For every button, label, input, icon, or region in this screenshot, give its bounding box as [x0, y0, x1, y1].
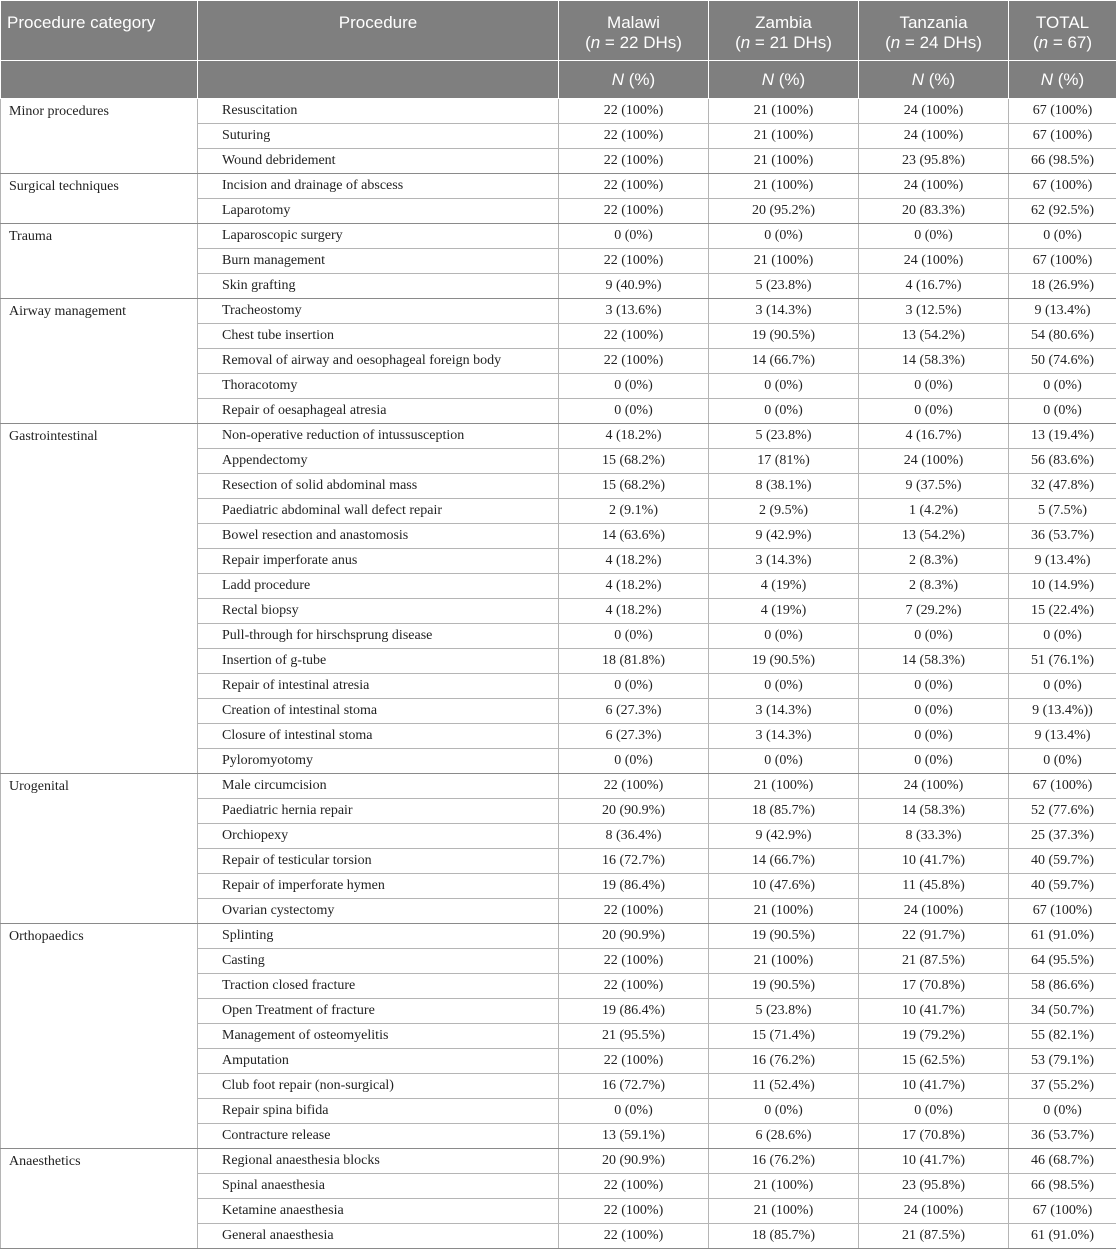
total-cell: 51 (76.1%): [1009, 649, 1116, 674]
header-row: [1, 1, 1116, 61]
tanzania-cell: 24 (100%): [859, 449, 1009, 474]
zambia-cell: 0 (0%): [709, 674, 859, 699]
zambia-cell: 20 (95.2%): [709, 199, 859, 224]
malawi-cell: 4 (18.2%): [559, 424, 709, 449]
category-cell: Orthopaedics: [1, 924, 198, 1149]
total-cell: 0 (0%): [1009, 1099, 1116, 1124]
zambia-cell: 3 (14.3%): [709, 699, 859, 724]
total-cell: 32 (47.8%): [1009, 474, 1116, 499]
malawi-cell: 20 (90.9%): [559, 1149, 709, 1174]
tanzania-cell: 20 (83.3%): [859, 199, 1009, 224]
zambia-cell: 3 (14.3%): [709, 724, 859, 749]
procedure-cell: Ovarian cystectomy: [198, 899, 559, 924]
total-cell: 62 (92.5%): [1009, 199, 1116, 224]
malawi-cell: 22 (100%): [559, 899, 709, 924]
total-cell: 0 (0%): [1009, 224, 1116, 249]
procedure-cell: Contracture release: [198, 1124, 559, 1149]
malawi-cell: 0 (0%): [559, 674, 709, 699]
zambia-cell: 21 (100%): [709, 1199, 859, 1224]
total-cell: 56 (83.6%): [1009, 449, 1116, 474]
zambia-cell: 0 (0%): [709, 399, 859, 424]
header-total: [1009, 1, 1116, 61]
tanzania-cell: 14 (58.3%): [859, 349, 1009, 374]
total-cell: 5 (7.5%): [1009, 499, 1116, 524]
zambia-cell: 19 (90.5%): [709, 324, 859, 349]
malawi-cell: 22 (100%): [559, 149, 709, 174]
procedure-cell: Pull-through for hirschsprung disease: [198, 624, 559, 649]
tanzania-cell: 4 (16.7%): [859, 424, 1009, 449]
procedure-cell: Casting: [198, 949, 559, 974]
procedure-cell: Creation of intestinal stoma: [198, 699, 559, 724]
header-sub-n-percent: N (%): [859, 61, 1009, 99]
zambia-cell: 19 (90.5%): [709, 649, 859, 674]
header-country-name: TOTAL: [1015, 13, 1110, 33]
malawi-cell: 22 (100%): [559, 774, 709, 799]
malawi-cell: 20 (90.9%): [559, 799, 709, 824]
header-tanzania: [859, 1, 1009, 61]
tanzania-cell: 0 (0%): [859, 1099, 1009, 1124]
malawi-cell: 6 (27.3%): [559, 699, 709, 724]
malawi-cell: 20 (90.9%): [559, 924, 709, 949]
zambia-cell: 21 (100%): [709, 249, 859, 274]
procedure-cell: Rectal biopsy: [198, 599, 559, 624]
tanzania-cell: 11 (45.8%): [859, 874, 1009, 899]
total-cell: 66 (98.5%): [1009, 149, 1116, 174]
zambia-cell: 21 (100%): [709, 124, 859, 149]
procedure-cell: Management of osteomyelitis: [198, 1024, 559, 1049]
procedure-cell: Insertion of g-tube: [198, 649, 559, 674]
zambia-cell: 3 (14.3%): [709, 549, 859, 574]
tanzania-cell: 0 (0%): [859, 224, 1009, 249]
total-cell: 0 (0%): [1009, 749, 1116, 774]
procedure-cell: Skin grafting: [198, 274, 559, 299]
tanzania-cell: 17 (70.8%): [859, 974, 1009, 999]
zambia-cell: 21 (100%): [709, 949, 859, 974]
tanzania-cell: 0 (0%): [859, 699, 1009, 724]
malawi-cell: 0 (0%): [559, 1099, 709, 1124]
header-procedure: Procedure: [198, 1, 559, 61]
procedure-cell: Removal of airway and oesophageal foreign body: [198, 349, 559, 374]
category-cell: Anaesthetics: [1, 1149, 198, 1249]
total-cell: 67 (100%): [1009, 1199, 1116, 1224]
tanzania-cell: 19 (79.2%): [859, 1024, 1009, 1049]
tanzania-cell: 17 (70.8%): [859, 1124, 1009, 1149]
zambia-cell: 19 (90.5%): [709, 924, 859, 949]
zambia-cell: 18 (85.7%): [709, 799, 859, 824]
table-row: [1, 299, 1116, 324]
header-sub-n-percent: N (%): [1009, 61, 1116, 99]
total-cell: 53 (79.1%): [1009, 1049, 1116, 1074]
total-cell: 67 (100%): [1009, 99, 1116, 124]
total-cell: 67 (100%): [1009, 124, 1116, 149]
malawi-cell: 22 (100%): [559, 1049, 709, 1074]
tanzania-cell: 13 (54.2%): [859, 324, 1009, 349]
malawi-cell: 22 (100%): [559, 974, 709, 999]
zambia-cell: 0 (0%): [709, 624, 859, 649]
table-row: [1, 424, 1116, 449]
total-cell: 10 (14.9%): [1009, 574, 1116, 599]
malawi-cell: 22 (100%): [559, 1224, 709, 1249]
procedure-cell: Laparoscopic surgery: [198, 224, 559, 249]
procedure-cell: Suturing: [198, 124, 559, 149]
category-cell: Gastrointestinal: [1, 424, 198, 774]
tanzania-cell: 21 (87.5%): [859, 949, 1009, 974]
zambia-cell: 0 (0%): [709, 374, 859, 399]
procedure-cell: Amputation: [198, 1049, 559, 1074]
tanzania-cell: 24 (100%): [859, 899, 1009, 924]
tanzania-cell: 8 (33.3%): [859, 824, 1009, 849]
malawi-cell: 19 (86.4%): [559, 874, 709, 899]
tanzania-cell: 14 (58.3%): [859, 799, 1009, 824]
total-cell: 15 (22.4%): [1009, 599, 1116, 624]
zambia-cell: 5 (23.8%): [709, 274, 859, 299]
procedure-cell: Resection of solid abdominal mass: [198, 474, 559, 499]
malawi-cell: 19 (86.4%): [559, 999, 709, 1024]
tanzania-cell: 0 (0%): [859, 724, 1009, 749]
zambia-cell: 6 (28.6%): [709, 1124, 859, 1149]
tanzania-cell: 24 (100%): [859, 124, 1009, 149]
total-cell: 40 (59.7%): [1009, 874, 1116, 899]
procedure-cell: Male circumcision: [198, 774, 559, 799]
total-cell: 36 (53.7%): [1009, 1124, 1116, 1149]
zambia-cell: 15 (71.4%): [709, 1024, 859, 1049]
malawi-cell: 13 (59.1%): [559, 1124, 709, 1149]
tanzania-cell: 0 (0%): [859, 399, 1009, 424]
procedure-cell: Open Treatment of fracture: [198, 999, 559, 1024]
category-cell: Trauma: [1, 224, 198, 299]
table-row: [1, 174, 1116, 199]
zambia-cell: 9 (42.9%): [709, 524, 859, 549]
total-cell: 58 (86.6%): [1009, 974, 1116, 999]
malawi-cell: 9 (40.9%): [559, 274, 709, 299]
malawi-cell: 14 (63.6%): [559, 524, 709, 549]
tanzania-cell: 22 (91.7%): [859, 924, 1009, 949]
total-cell: 0 (0%): [1009, 374, 1116, 399]
malawi-cell: 0 (0%): [559, 399, 709, 424]
procedure-cell: Burn management: [198, 249, 559, 274]
header-sub-n-percent: N (%): [709, 61, 859, 99]
total-cell: 9 (13.4%): [1009, 299, 1116, 324]
total-cell: 61 (91.0%): [1009, 924, 1116, 949]
tanzania-cell: 0 (0%): [859, 749, 1009, 774]
procedure-cell: Closure of intestinal stoma: [198, 724, 559, 749]
header-country-n: (n = 67): [1015, 33, 1110, 53]
tanzania-cell: 10 (41.7%): [859, 1074, 1009, 1099]
table-row: [1, 924, 1116, 949]
malawi-cell: 22 (100%): [559, 174, 709, 199]
procedure-cell: Repair of oesaphageal atresia: [198, 399, 559, 424]
tanzania-cell: 10 (41.7%): [859, 849, 1009, 874]
total-cell: 25 (37.3%): [1009, 824, 1116, 849]
zambia-cell: 21 (100%): [709, 149, 859, 174]
procedure-cell: Appendectomy: [198, 449, 559, 474]
zambia-cell: 16 (76.2%): [709, 1149, 859, 1174]
procedure-cell: Repair imperforate anus: [198, 549, 559, 574]
zambia-cell: 3 (14.3%): [709, 299, 859, 324]
total-cell: 67 (100%): [1009, 249, 1116, 274]
procedure-cell: Repair of intestinal atresia: [198, 674, 559, 699]
zambia-cell: 0 (0%): [709, 224, 859, 249]
tanzania-cell: 21 (87.5%): [859, 1224, 1009, 1249]
zambia-cell: 21 (100%): [709, 899, 859, 924]
malawi-cell: 4 (18.2%): [559, 574, 709, 599]
zambia-cell: 19 (90.5%): [709, 974, 859, 999]
zambia-cell: 10 (47.6%): [709, 874, 859, 899]
total-cell: 67 (100%): [1009, 774, 1116, 799]
total-cell: 9 (13.4%): [1009, 549, 1116, 574]
malawi-cell: 15 (68.2%): [559, 474, 709, 499]
header-malawi: [559, 1, 709, 61]
tanzania-cell: 24 (100%): [859, 99, 1009, 124]
header-country-n: (n = 22 DHs): [565, 33, 702, 53]
total-cell: 55 (82.1%): [1009, 1024, 1116, 1049]
tanzania-cell: 10 (41.7%): [859, 1149, 1009, 1174]
table-row: [1, 1149, 1116, 1174]
total-cell: 67 (100%): [1009, 899, 1116, 924]
category-cell: Surgical techniques: [1, 174, 198, 224]
malawi-cell: 0 (0%): [559, 749, 709, 774]
procedure-cell: Repair spina bifida: [198, 1099, 559, 1124]
malawi-cell: 0 (0%): [559, 624, 709, 649]
malawi-cell: 22 (100%): [559, 949, 709, 974]
zambia-cell: 9 (42.9%): [709, 824, 859, 849]
procedure-cell: Non-operative reduction of intussusception: [198, 424, 559, 449]
tanzania-cell: 23 (95.8%): [859, 1174, 1009, 1199]
total-cell: 66 (98.5%): [1009, 1174, 1116, 1199]
header-sub-n-percent: N (%): [559, 61, 709, 99]
malawi-cell: 6 (27.3%): [559, 724, 709, 749]
procedure-cell: Pyloromyotomy: [198, 749, 559, 774]
procedure-cell: Club foot repair (non-surgical): [198, 1074, 559, 1099]
procedure-cell: Splinting: [198, 924, 559, 949]
procedure-cell: Chest tube insertion: [198, 324, 559, 349]
header-country-n: (n = 21 DHs): [715, 33, 852, 53]
zambia-cell: 18 (85.7%): [709, 1224, 859, 1249]
malawi-cell: 16 (72.7%): [559, 849, 709, 874]
total-cell: 0 (0%): [1009, 399, 1116, 424]
malawi-cell: 4 (18.2%): [559, 599, 709, 624]
total-cell: 64 (95.5%): [1009, 949, 1116, 974]
malawi-cell: 16 (72.7%): [559, 1074, 709, 1099]
header-sub-empty: [1, 61, 198, 99]
tanzania-cell: 14 (58.3%): [859, 649, 1009, 674]
total-cell: 18 (26.9%): [1009, 274, 1116, 299]
zambia-cell: 16 (76.2%): [709, 1049, 859, 1074]
tanzania-cell: 13 (54.2%): [859, 524, 1009, 549]
header-country-name: Tanzania: [865, 13, 1002, 33]
total-cell: 50 (74.6%): [1009, 349, 1116, 374]
tanzania-cell: 24 (100%): [859, 1199, 1009, 1224]
zambia-cell: 5 (23.8%): [709, 999, 859, 1024]
header-sub-empty: [198, 61, 559, 99]
total-cell: 9 (13.4%)): [1009, 699, 1116, 724]
total-cell: 13 (19.4%): [1009, 424, 1116, 449]
tanzania-cell: 24 (100%): [859, 174, 1009, 199]
procedure-cell: Bowel resection and anastomosis: [198, 524, 559, 549]
total-cell: 52 (77.6%): [1009, 799, 1116, 824]
tanzania-cell: 0 (0%): [859, 624, 1009, 649]
malawi-cell: 22 (100%): [559, 124, 709, 149]
tanzania-cell: 0 (0%): [859, 374, 1009, 399]
malawi-cell: 22 (100%): [559, 324, 709, 349]
total-cell: 34 (50.7%): [1009, 999, 1116, 1024]
malawi-cell: 3 (13.6%): [559, 299, 709, 324]
zambia-cell: 21 (100%): [709, 774, 859, 799]
procedure-cell: Traction closed fracture: [198, 974, 559, 999]
total-cell: 61 (91.0%): [1009, 1224, 1116, 1249]
zambia-cell: 8 (38.1%): [709, 474, 859, 499]
malawi-cell: 22 (100%): [559, 1199, 709, 1224]
header-subrow: [1, 61, 1116, 99]
tanzania-cell: 2 (8.3%): [859, 549, 1009, 574]
header-procedure-category: Procedure category: [1, 1, 198, 61]
table-row: [1, 224, 1116, 249]
category-cell: Airway management: [1, 299, 198, 424]
tanzania-cell: 23 (95.8%): [859, 149, 1009, 174]
table-row: [1, 774, 1116, 799]
zambia-cell: 0 (0%): [709, 1099, 859, 1124]
tanzania-cell: 15 (62.5%): [859, 1049, 1009, 1074]
total-cell: 54 (80.6%): [1009, 324, 1116, 349]
malawi-cell: 21 (95.5%): [559, 1024, 709, 1049]
zambia-cell: 21 (100%): [709, 99, 859, 124]
procedure-cell: Incision and drainage of abscess: [198, 174, 559, 199]
zambia-cell: 11 (52.4%): [709, 1074, 859, 1099]
procedure-cell: Tracheostomy: [198, 299, 559, 324]
zambia-cell: 14 (66.7%): [709, 849, 859, 874]
header-country-n: (n = 24 DHs): [865, 33, 1002, 53]
malawi-cell: 15 (68.2%): [559, 449, 709, 474]
total-cell: 0 (0%): [1009, 624, 1116, 649]
procedure-cell: Resuscitation: [198, 99, 559, 124]
malawi-cell: 22 (100%): [559, 249, 709, 274]
zambia-cell: 4 (19%): [709, 599, 859, 624]
zambia-cell: 21 (100%): [709, 174, 859, 199]
total-cell: 36 (53.7%): [1009, 524, 1116, 549]
tanzania-cell: 24 (100%): [859, 774, 1009, 799]
tanzania-cell: 3 (12.5%): [859, 299, 1009, 324]
zambia-cell: 0 (0%): [709, 749, 859, 774]
total-cell: 9 (13.4%): [1009, 724, 1116, 749]
table-header: [1, 1, 1116, 99]
tanzania-cell: 0 (0%): [859, 674, 1009, 699]
zambia-cell: 4 (19%): [709, 574, 859, 599]
tanzania-cell: 4 (16.7%): [859, 274, 1009, 299]
malawi-cell: 22 (100%): [559, 99, 709, 124]
total-cell: 0 (0%): [1009, 674, 1116, 699]
malawi-cell: 22 (100%): [559, 1174, 709, 1199]
total-cell: 67 (100%): [1009, 174, 1116, 199]
tanzania-cell: 1 (4.2%): [859, 499, 1009, 524]
zambia-cell: 14 (66.7%): [709, 349, 859, 374]
procedure-cell: Ladd procedure: [198, 574, 559, 599]
procedure-cell: Spinal anaesthesia: [198, 1174, 559, 1199]
procedure-cell: General anaesthesia: [198, 1224, 559, 1249]
total-cell: 46 (68.7%): [1009, 1149, 1116, 1174]
procedure-cell: Ketamine anaesthesia: [198, 1199, 559, 1224]
category-cell: Minor procedures: [1, 99, 198, 174]
header-country-name: Malawi: [565, 13, 702, 33]
procedure-cell: Wound debridement: [198, 149, 559, 174]
procedure-cell: Orchiopexy: [198, 824, 559, 849]
tanzania-cell: 24 (100%): [859, 249, 1009, 274]
tanzania-cell: 9 (37.5%): [859, 474, 1009, 499]
category-cell: Urogenital: [1, 774, 198, 924]
header-zambia: [709, 1, 859, 61]
zambia-cell: 21 (100%): [709, 1174, 859, 1199]
malawi-cell: 4 (18.2%): [559, 549, 709, 574]
tanzania-cell: 2 (8.3%): [859, 574, 1009, 599]
procedure-cell: Paediatric abdominal wall defect repair: [198, 499, 559, 524]
malawi-cell: 0 (0%): [559, 374, 709, 399]
total-cell: 40 (59.7%): [1009, 849, 1116, 874]
malawi-cell: 2 (9.1%): [559, 499, 709, 524]
header-country-name: Zambia: [715, 13, 852, 33]
procedure-cell: Repair of imperforate hymen: [198, 874, 559, 899]
total-cell: 37 (55.2%): [1009, 1074, 1116, 1099]
table-row: [1, 99, 1116, 124]
zambia-cell: 2 (9.5%): [709, 499, 859, 524]
malawi-cell: 18 (81.8%): [559, 649, 709, 674]
malawi-cell: 22 (100%): [559, 199, 709, 224]
procedure-cell: Laparotomy: [198, 199, 559, 224]
malawi-cell: 0 (0%): [559, 224, 709, 249]
procedure-cell: Repair of testicular torsion: [198, 849, 559, 874]
tanzania-cell: 10 (41.7%): [859, 999, 1009, 1024]
malawi-cell: 22 (100%): [559, 349, 709, 374]
malawi-cell: 8 (36.4%): [559, 824, 709, 849]
procedure-cell: Paediatric hernia repair: [198, 799, 559, 824]
zambia-cell: 17 (81%): [709, 449, 859, 474]
procedure-cell: Regional anaesthesia blocks: [198, 1149, 559, 1174]
zambia-cell: 5 (23.8%): [709, 424, 859, 449]
procedure-cell: Thoracotomy: [198, 374, 559, 399]
tanzania-cell: 7 (29.2%): [859, 599, 1009, 624]
table-body: [1, 99, 1116, 1249]
